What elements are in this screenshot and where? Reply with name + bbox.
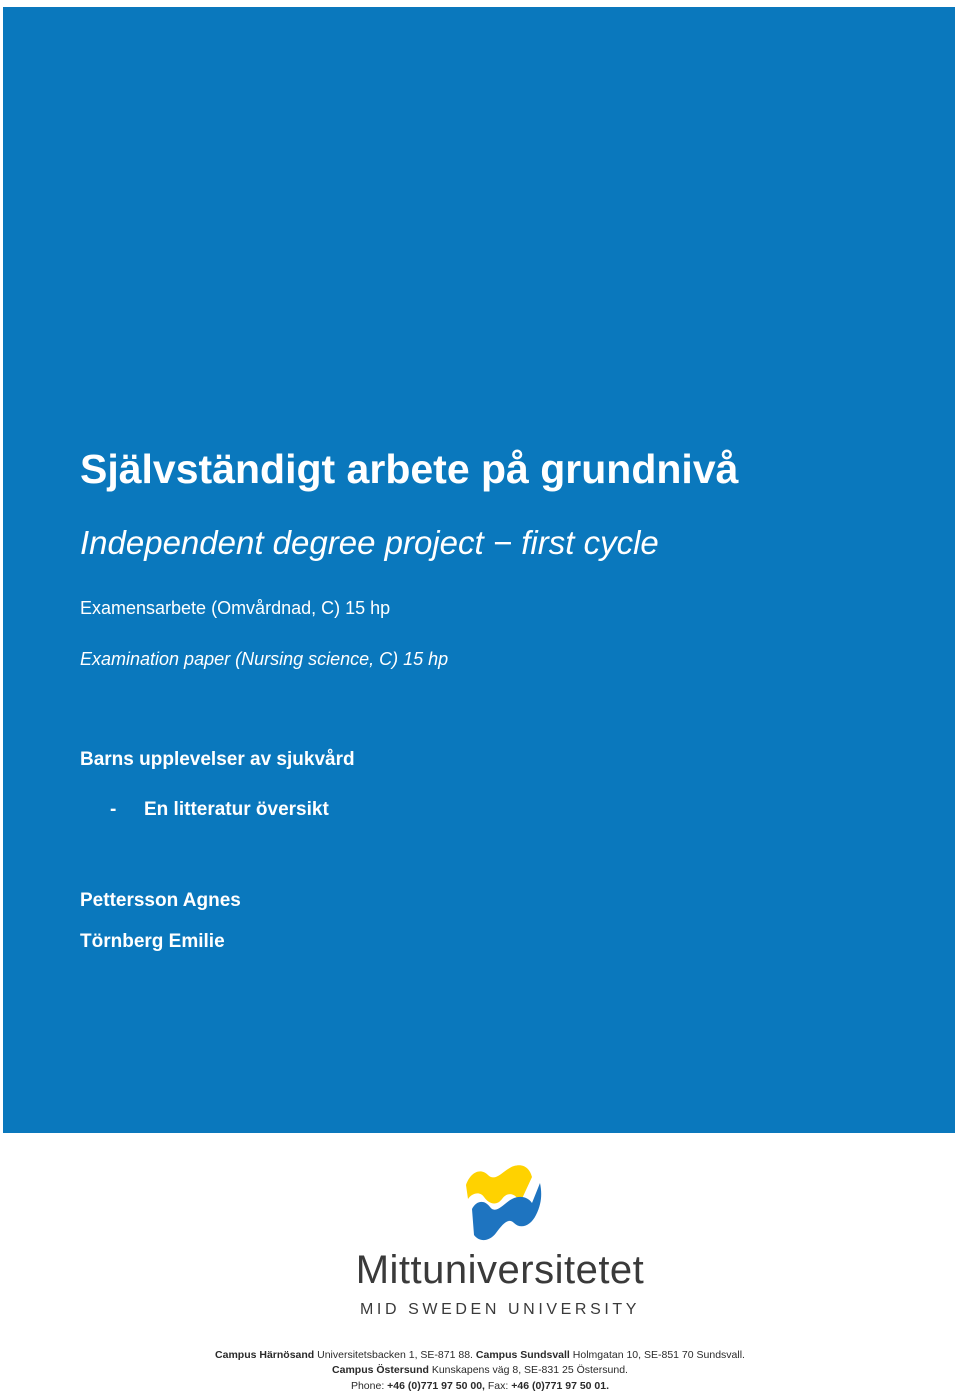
document-title-english: Independent degree project − first cycle	[80, 524, 659, 561]
fax-number: +46 (0)771 97 50 01.	[511, 1380, 610, 1392]
campus-address: Holmgatan 10, SE-851 70 Sundsvall.	[572, 1349, 745, 1361]
university-name: Mittuniversitetet	[355, 1248, 645, 1292]
campus-label: Campus Sundsvall	[475, 1349, 570, 1361]
campus-label: Campus Östersund	[332, 1364, 429, 1376]
phone-label: Phone:	[350, 1380, 385, 1392]
fax-label: Fax:	[487, 1380, 509, 1392]
course-name: Examensarbete (Omvårdnad, C) 15 hp	[80, 598, 391, 618]
campus-address: Universitetsbacken 1, SE-871 88.	[317, 1349, 473, 1361]
footer-line-campuses	[180, 1349, 780, 1361]
university-tagline: MID SWEDEN UNIVERSITY	[359, 1301, 641, 1318]
subtitle-text: En litteratur översikt	[144, 799, 329, 820]
footer-line-contact	[180, 1380, 780, 1392]
cover-panel	[3, 7, 955, 1133]
course-name-english: Examination paper (Nursing science, C) 15 hp	[80, 649, 449, 669]
footer-line-campus	[180, 1364, 780, 1376]
phone-number: +46 (0)771 97 50 00,	[387, 1380, 485, 1392]
thesis-title: Barns upplevelser av sjukvård	[80, 749, 355, 770]
author-name: Pettersson Agnes	[80, 890, 241, 911]
campus-address: Kunskapens väg 8, SE-831 25 Östersund.	[431, 1364, 628, 1376]
subtitle-dash: -	[110, 799, 117, 820]
thesis-subtitle	[110, 799, 329, 821]
document-title: Självständigt arbete på grundnivå	[80, 446, 739, 492]
university-logo-icon	[458, 1163, 544, 1247]
campus-label: Campus Härnösand	[215, 1349, 315, 1361]
author-name: Törnberg Emilie	[80, 931, 225, 952]
